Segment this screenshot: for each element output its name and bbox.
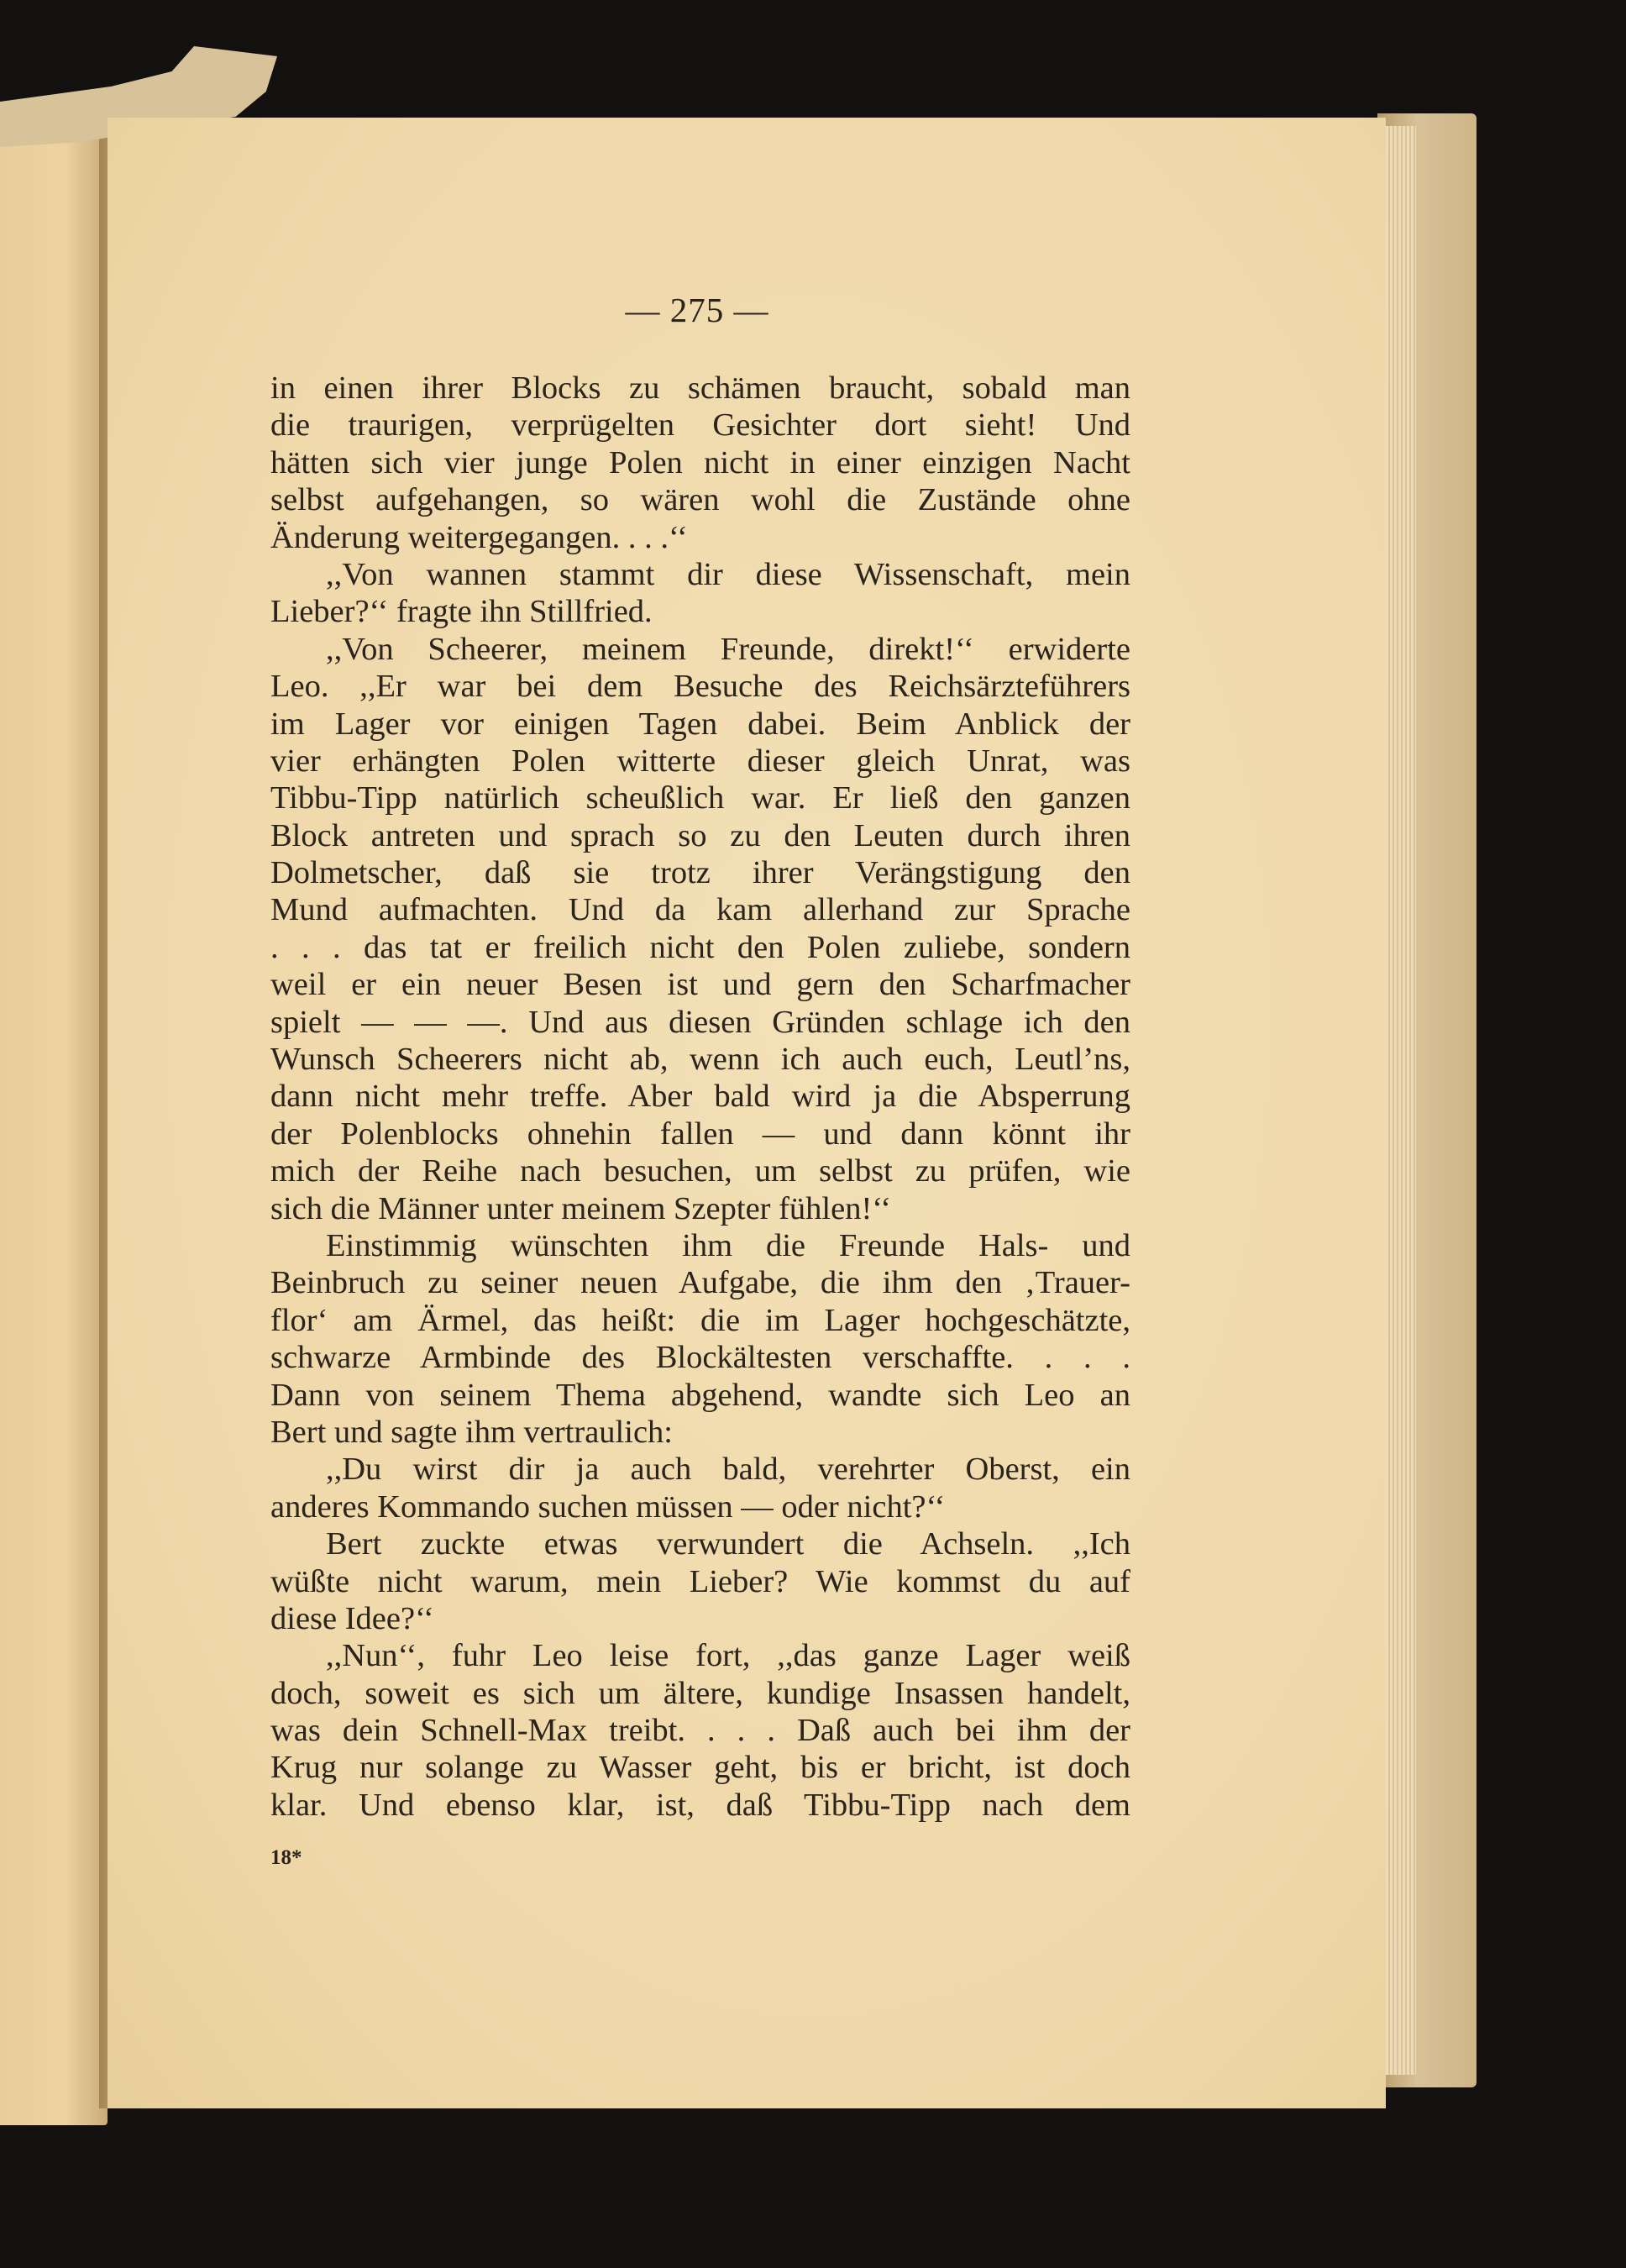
text-line: was dein Schnell-Max treibt. . . . Daß auch bei ihm der <box>270 1713 1130 1749</box>
text-line: Einstimmig wünschten ihm die Freunde Hals- und <box>326 1227 1130 1263</box>
text-line: Lieber?‘‘ fragte ihn Stillfried. <box>270 594 653 630</box>
text-line: Mund aufmachten. Und da kam allerhand zur Sprache <box>270 892 1130 928</box>
text-line: hätten sich vier junge Polen nicht in einer einzigen Nacht <box>270 444 1130 480</box>
text-line: wüßte nicht warum, mein Lieber? Wie kommst du auf <box>270 1563 1130 1599</box>
text-line: Leo. ,,Er war bei dem Besuche des Reichsärzteführers <box>270 669 1130 705</box>
text-line: schwarze Armbinde des Blockältesten verschaffte. . . . <box>270 1340 1130 1376</box>
text-line: Block antreten und sprach so zu den Leuten durch ihren <box>270 817 1130 853</box>
text-line: im Lager vor einigen Tagen dabei. Beim Anblick der <box>270 706 1130 742</box>
text-line: sich die Männer unter meinem Szepter fühlen!‘‘ <box>270 1190 892 1226</box>
text-line: ,,Von Scheerer, meinem Freunde, direkt!‘‘ erwiderte <box>326 631 1130 667</box>
text-line: in einen ihrer Blocks zu schämen braucht, sobald man <box>270 370 1130 406</box>
text-line: Beinbruch zu seiner neuen Aufgabe, die ihm den ‚Trauer- <box>270 1265 1130 1301</box>
text-line: Änderung weitergegangen. . . .‘‘ <box>270 519 688 555</box>
text-line: der Polenblocks ohnehin fallen — und dann könnt ihr <box>270 1116 1130 1152</box>
signature-mark: 18* <box>270 1846 302 1869</box>
text-line: flor‘ am Ärmel, das heißt: die im Lager hochgeschätzte, <box>270 1302 1130 1338</box>
text-line: ,,Nun‘‘, fuhr Leo leise fort, ,,das ganze Lager weiß <box>326 1638 1130 1674</box>
text-line: Dolmetscher, daß sie trotz ihrer Verängstigung den <box>270 855 1130 891</box>
left-page-edge <box>0 109 108 2125</box>
text-line: ,,Du wirst dir ja auch bald, verehrter Oberst, ein <box>326 1452 1130 1488</box>
text-line: dann nicht mehr treffe. Aber bald wird ja die Absperrung <box>270 1079 1130 1115</box>
text-line: Bert zuckte etwas verwundert die Achseln. ,,Ich <box>326 1526 1130 1562</box>
text-line: Bert und sagte ihm vertraulich: <box>270 1414 673 1450</box>
text-line: ,,Von wannen stammt dir diese Wissenschaft, mein <box>326 556 1130 592</box>
text-line: anderes Kommando suchen müssen — oder nicht?‘‘ <box>270 1488 946 1525</box>
text-line: Tibbu-Tipp natürlich scheußlich war. Er ließ den ganzen <box>270 780 1130 816</box>
text-line: doch, soweit es sich um ältere, kundige Insassen handelt, <box>270 1675 1130 1711</box>
text-line: mich der Reihe nach besuchen, um selbst zu prüfen, wie <box>270 1153 1130 1189</box>
text-line: vier erhängten Polen witterte dieser gleich Unrat, was <box>270 743 1130 779</box>
page-number: — 275 — <box>625 291 769 329</box>
text-line: die traurigen, verprügelten Gesichter dort sieht! Und <box>270 407 1130 444</box>
text-line: klar. Und ebenso klar, ist, daß Tibbu-Tipp nach dem <box>270 1787 1130 1823</box>
text-line: Krug nur solange zu Wasser geht, bis er bricht, ist doch <box>270 1750 1130 1786</box>
text-line: Wunsch Scheerers nicht ab, wenn ich auch euch, Leutl’ns, <box>270 1042 1130 1078</box>
text-line: spielt — — —. Und aus diesen Gründen schlage ich den <box>270 1004 1130 1040</box>
text-line: diese Idee?‘‘ <box>270 1600 434 1636</box>
text-line: weil er ein neuer Besen ist und gern den Scharfmacher <box>270 967 1130 1003</box>
text-line: selbst aufgehangen, so wären wohl die Zustände ohne <box>270 482 1130 518</box>
text-line: . . . das tat er freilich nicht den Polen zuliebe, sondern <box>270 929 1130 965</box>
text-line: Dann von seinem Thema abgehend, wandte sich Leo an <box>270 1377 1130 1413</box>
page-body-text <box>270 370 1130 1824</box>
